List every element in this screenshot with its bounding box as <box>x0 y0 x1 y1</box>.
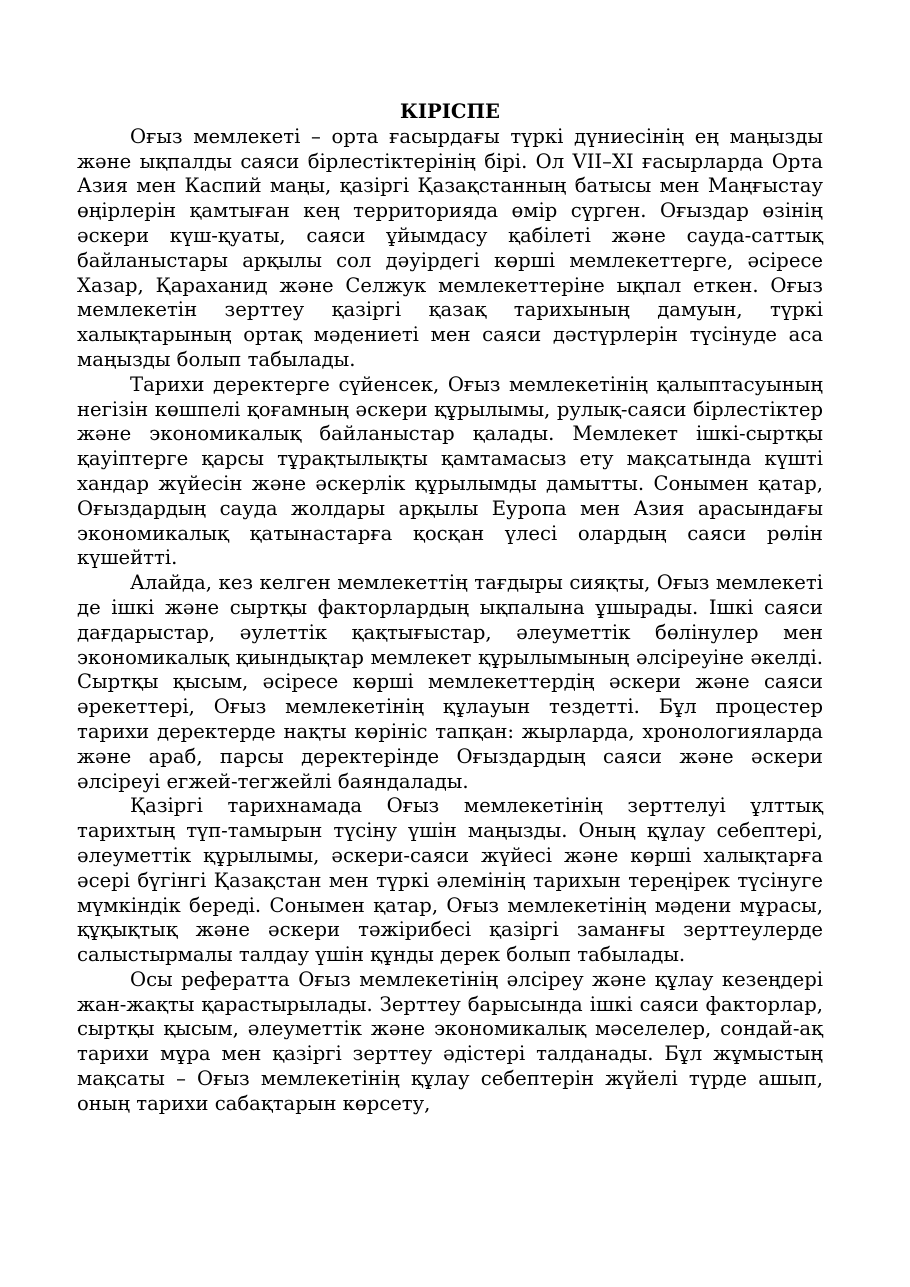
document-title: КІРІСПЕ <box>400 100 500 123</box>
document-body <box>77 100 823 1117</box>
paragraph-4: Қазіргі тарихнамада Оғыз мемлекетінің зерттелуі ұлттық тарихтың түп-тамырын түсіну үшін маңызды. Оның құлау себептері, әлеуметтік құрылымы, әскери-саяси жүйесі және көрші халықтарға әсері бүгінгі Қазақстан мен түркі әлемінің тарихын тереңірек түсінуге мүмкіндік береді. Сонымен қатар, Оғыз мемлекетінің мәдени мұрасы, құқықтық және әскери тәжірибесі қазіргі заманғы зерттеулерде салыстырмалы талдау үшін құнды дерек болып табылады. <box>77 794 823 967</box>
paragraph-3: Алайда, кез келген мемлекеттің тағдыры сияқты, Оғыз мемлекеті де ішкі және сыртқы факторлардың ықпалына ұшырады. Ішкі саяси дағдарыстар, әулеттік қақтығыстар, әлеуметтік бөлінулер мен экономикалық қиындықтар мемлекет құрылымының әлсіреуіне әкелді. Сыртқы қысым, әсіресе көрші мемлекеттердің әскери және саяси әрекеттері, Оғыз мемлекетінің құлауын тездетті. Бұл процестер тарихи деректерде нақты көрініс тапқан: жырларда, хронологияларда және араб, парсы деректерінде Оғыздардың саяси және әскери әлсіреуі егжей-тегжейлі баяндалады. <box>77 571 823 793</box>
paragraph-2: Тарихи деректерге сүйенсек, Оғыз мемлекетінің қалыптасуының негізін көшпелі қоғамның әскери құрылымы, рулық-саяси бірлестіктер және экономикалық байланыстар қалады. Мемлекет ішкі-сыртқы қауіптерге қарсы тұрақтылықты қамтамасыз ету мақсатында күшті хандар жүйесін және әскерлік құрылымды дамытты. Сонымен қатар, Оғыздардың сауда жолдары арқылы Еуропа мен Азия арасындағы экономикалық қатынастарға қосқан үлесі олардың саяси рөлін күшейтті. <box>77 372 823 570</box>
paragraph-1: Оғыз мемлекеті – орта ғасырдағы түркі дүниесінің ең маңызды және ықпалды саяси бірлестіктерінің бірі. Ол VII–XI ғасырларда Орта Азия мен Каспий маңы, қазіргі Қазақстанның батысы мен Маңғыстау өңірлерін қамтыған кең территорияда өмір сүрген. Оғыздар өзінің әскери күш-қуаты, саяси ұйымдасу қабілеті және сауда-саттық байланыстары арқылы сол дәуірдегі көрші мемлекеттерге, әсіресе Хазар, Қараханид және Селжук мемлекеттеріне ықпал еткен. Оғыз мемлекетін зерттеу қазіргі қазақ тарихының дамуын, түркі халықтарының ортақ мәдениеті мен саяси дәстүрлерін түсінуде аса маңызды болып табылады. <box>77 124 823 371</box>
paragraph-5: Осы рефератта Оғыз мемлекетінің әлсіреу және құлау кезеңдері жан-жақты қарастырылады. Зерттеу барысында ішкі саяси факторлар, сыртқы қысым, әлеуметтік және экономикалық мәселелер, сондай-ақ тарихи мұра мен қазіргі зерттеу әдістері талданады. Бұл жұмыстың мақсаты – Оғыз мемлекетінің құлау себептерін жүйелі түрде ашып, оның тарихи сабақтарын көрсету, <box>77 967 823 1115</box>
